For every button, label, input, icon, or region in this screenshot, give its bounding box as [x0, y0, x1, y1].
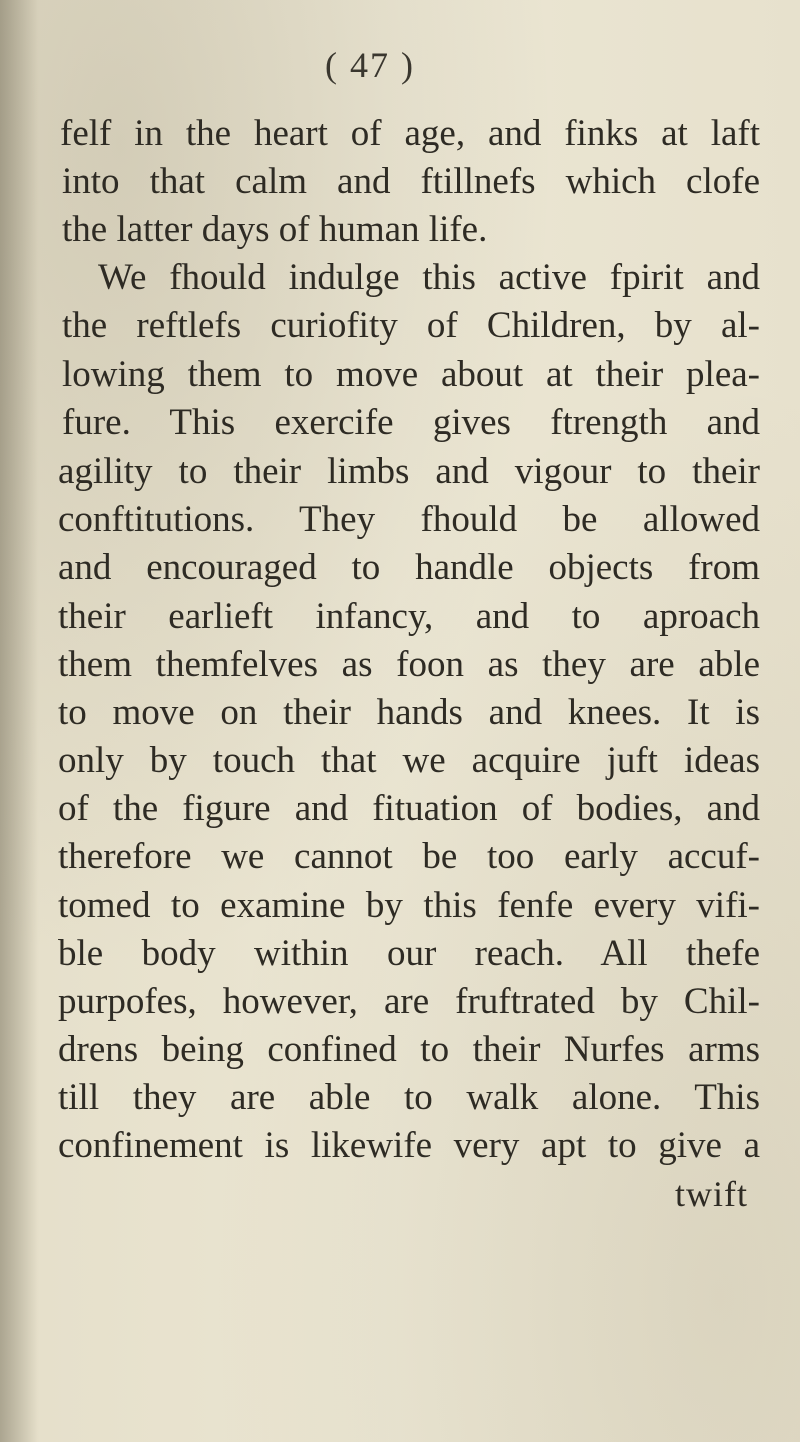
text-line: them themfelves as foon as they are able: [58, 644, 760, 685]
text-line: confinement is likewife very apt to give a: [58, 1125, 760, 1166]
text-line: tomed to examine by this fenfe every vifi-: [58, 885, 760, 926]
text-line: felf in the heart of age, and finks at laft: [60, 113, 760, 154]
text-line: therefore we cannot be too early accuf-: [58, 836, 760, 877]
text-line: to move on their hands and knees. It is: [58, 692, 760, 733]
text-line: We fhould indulge this active fpirit and: [98, 257, 760, 298]
text-line: till they are able to walk alone. This: [58, 1077, 760, 1118]
text-line: conftitutions. They fhould be allowed: [58, 499, 760, 540]
text-line: their earlieft infancy, and to aproach: [58, 596, 760, 637]
text-line: ble body within our reach. All thefe: [58, 933, 760, 974]
page-edge-shadow: [0, 0, 38, 1442]
text-line: agility to their limbs and vigour to their: [58, 451, 760, 492]
text-line: of the figure and fituation of bodies, and: [58, 788, 760, 829]
text-line: fure. This exercife gives ftrength and: [62, 402, 760, 443]
text-line: only by touch that we acquire juft ideas: [58, 740, 760, 781]
text-line: drens being confined to their Nurfes arms: [58, 1029, 760, 1070]
text-line: lowing them to move about at their plea-: [62, 354, 760, 395]
text-line: into that calm and ftillnefs which clofe: [62, 161, 760, 202]
text-line: the reftlefs curiofity of Children, by al-: [62, 305, 760, 346]
page-number: ( 47 ): [325, 45, 415, 85]
text-line: the latter days of human life.: [62, 209, 488, 250]
text-line: and encouraged to handle objects from: [58, 547, 760, 588]
catchword: twift: [675, 1174, 748, 1214]
text-line: purpofes, however, are fruftrated by Chil-: [58, 981, 760, 1022]
